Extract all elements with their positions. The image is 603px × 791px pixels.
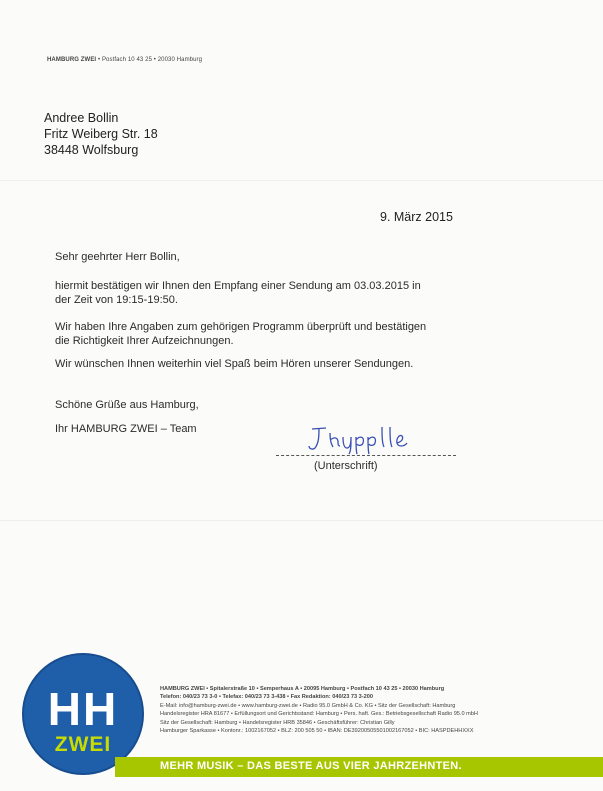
- team-signoff: Ihr HAMBURG ZWEI – Team: [55, 423, 197, 435]
- letter-date: 9. März 2015: [380, 210, 453, 224]
- footer-line-bank: Hamburger Sparkasse • Kontonr.: 1002167052 • BLZ: 200 505 50 • IBAN: DE39200505501002167052 • BIC: HASPDEHHXXX: [160, 728, 474, 735]
- recipient-city: 38448 Wolfsburg: [44, 143, 139, 157]
- fold-mark: [0, 180, 603, 181]
- recipient-street: Fritz Weiberg Str. 18: [44, 127, 158, 141]
- recipient-address: [44, 110, 158, 158]
- signature-line: [276, 455, 456, 456]
- footer-line-email: E-Mail: info@hamburg-zwei.de • www.hamburg-zwei.de • Radio 95.0 GmbH & Co. KG • Sitz der Gesellschaft: Hamburg: [160, 702, 456, 709]
- logo-text-hh: HH: [47, 683, 119, 735]
- slogan-text: MEHR MUSIK – DAS BESTE AUS VIER JAHRZEHNTEN.: [160, 760, 462, 772]
- salutation: Sehr geehrter Herr Bollin,: [55, 251, 180, 263]
- paragraph-2-line-2: die Richtigkeit Ihrer Aufzeichnungen.: [55, 335, 234, 347]
- footer-line-management: Sitz der Gesellschaft: Hamburg • Handelsregister HRB 35846 • Geschäftsführer: Christian Gilly: [160, 719, 395, 726]
- letterhead-brand: HAMBURG ZWEI: [47, 57, 97, 63]
- signature-label: (Unterschrift): [314, 460, 378, 472]
- footer-line-register: Handelsregister HRA 81677 • Erfüllungsort und Gerichtsstand: Hamburg • Pers. haft. Ges.: Betriebsgesellschaft Radio 95.0 mbH: [160, 711, 478, 718]
- handwritten-signature: [300, 421, 440, 455]
- recipient-name: Andree Bollin: [44, 111, 119, 125]
- footer-company-info: [160, 685, 478, 735]
- footer-line-address: HAMBURG ZWEI • Spitalerstraße 10 • Semperhaus A • 20095 Hamburg • Postfach 10 43 25 • 20030 Hamburg: [160, 686, 445, 692]
- footer-line-phone: Telefon: 040/23 73 3-0 • Telefax: 040/23 73 3-438 • Fax Redaktion: 040/23 73 3-200: [160, 694, 373, 701]
- letterhead-sender-line: [47, 57, 202, 63]
- logo-text-zwei: ZWEI: [54, 733, 112, 756]
- paragraph-3: Wir wünschen Ihnen weiterhin viel Spaß beim Hören unserer Sendungen.: [55, 358, 414, 370]
- paragraph-2-line-1: Wir haben Ihre Angaben zum gehörigen Programm überprüft und bestätigen: [55, 321, 427, 333]
- paragraph-1-line-2: der Zeit von 19:15-19:50.: [55, 294, 178, 306]
- closing: Schöne Grüße aus Hamburg,: [55, 399, 199, 411]
- fold-mark: [0, 520, 603, 521]
- letterhead-address: • Postfach 10 43 25 • 20030 Hamburg: [96, 57, 203, 63]
- paragraph-1-line-1: hiermit bestätigen wir Ihnen den Empfang einer Sendung am 03.03.2015 in: [55, 280, 421, 292]
